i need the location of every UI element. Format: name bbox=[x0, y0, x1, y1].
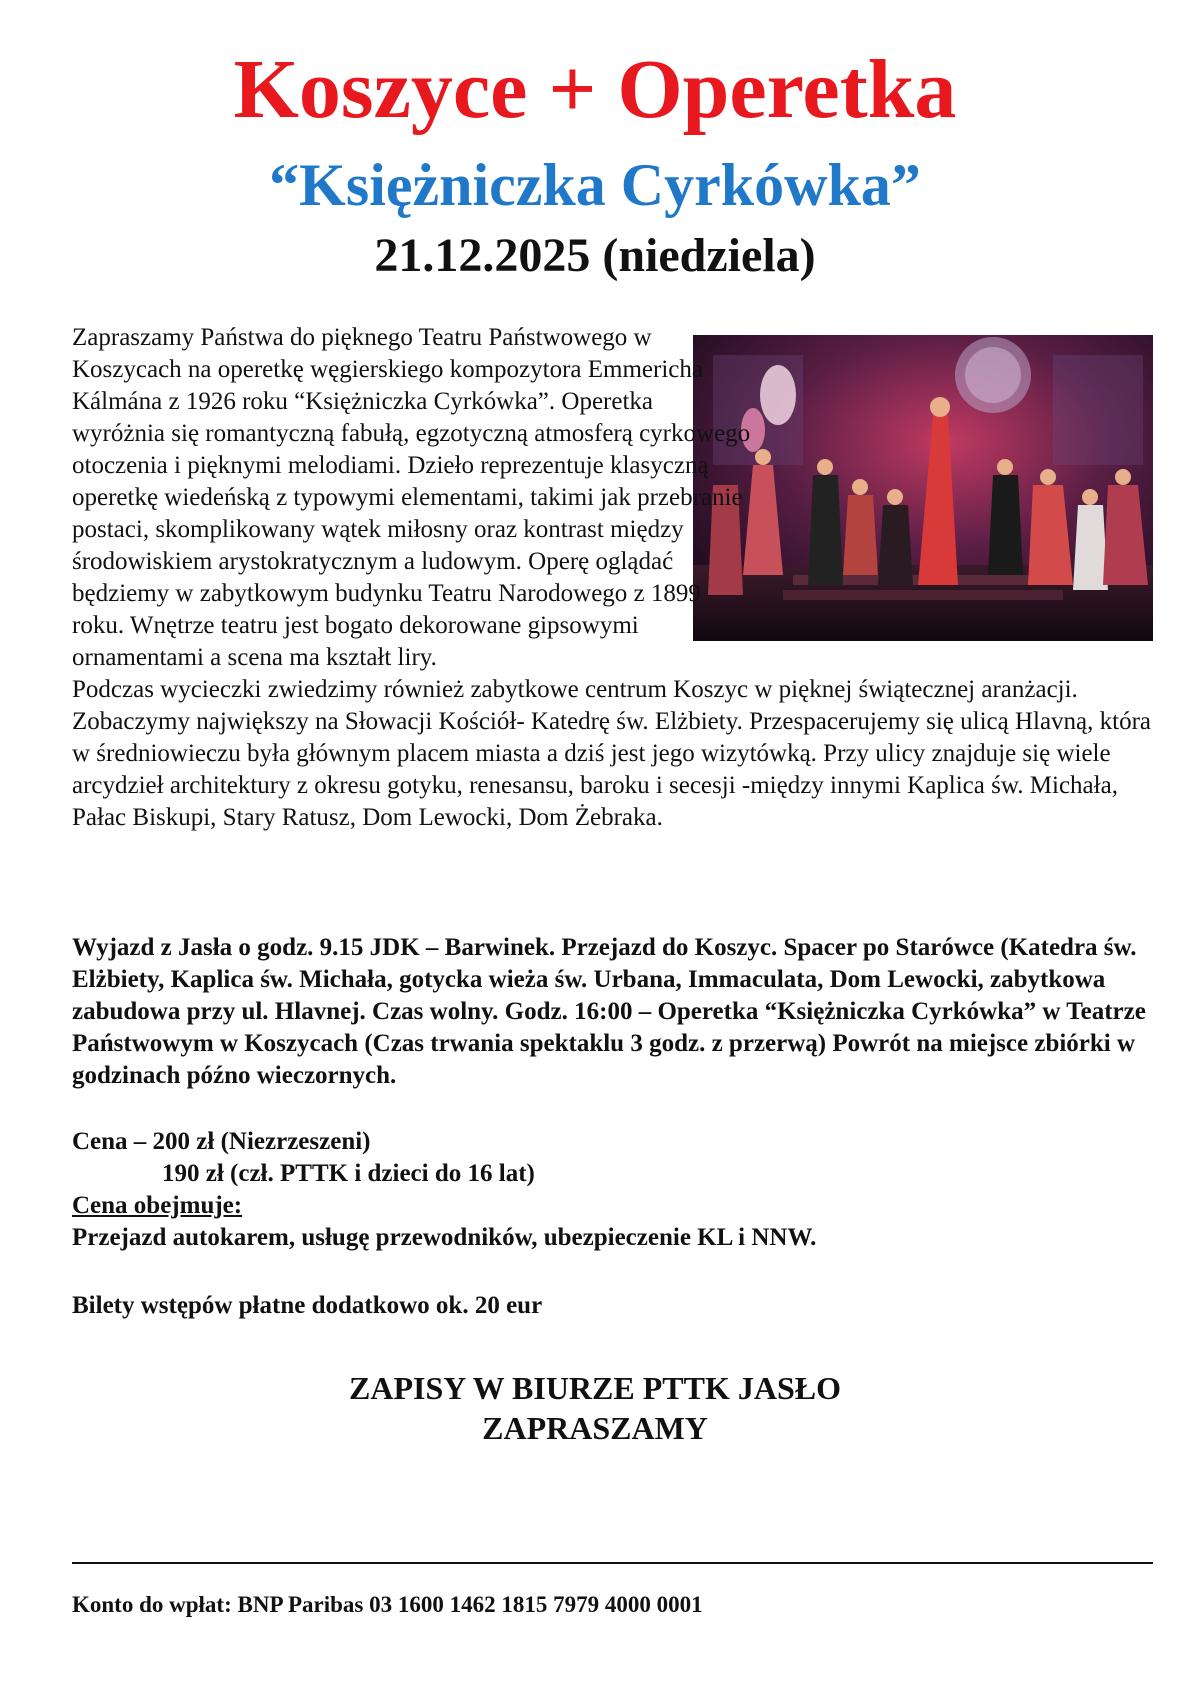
price-includes-heading: Cena obejmuje: bbox=[72, 1192, 243, 1219]
invitation-callout: ZAPRASZAMY bbox=[482, 1410, 708, 1446]
tickets-extra-note: Bilety wstępów płatne dodatkowo ok. 20 eur bbox=[72, 1292, 543, 1319]
tour-paragraph: Podczas wycieczki zwiedzimy również zabytkowe centrum Koszyc w pięknej świątecznej aranżacji. Zobaczymy największy na Słowacji Kościół- Katedrę św. Elżbiety. Przespacerujemy się ulicą Hlavną, która w średniowieczu była głównym placem miasta a dziś jest jego wizytówką. Przy ulicy znajduje się wiele arcydzieł architektury z okresu gotyku, renesansu, baroku i secesji -między innymi Kaplica św. Michała, Pałac Biskupi, Stary Ratusz, Dom Lewocki, Dom Żebraka. bbox=[72, 676, 1152, 831]
intro-paragraph: Zapraszamy Państwa do pięknego Teatru Państwowego w Koszycach na operetkę węgierskiego kompozytora Emmericha Kálmána z 1926 roku “Księżniczka Cyrkówka”. Operetka wyróżnia się romantyczną fabułą, egzotyczną atmosferą cyrkowego otoczenia i pięknymi melodiami. Dzieło reprezentuje klasyczną operetkę wiedeńską z typowymi elementami, takimi jak przebranie postaci, skomplikowany wątek miłosny oraz kontrast między środowiskiem arystokratycznym a ludowym. Operę oglądać będziemy w zabytkowym budynku Teatru Narodowego z 1899 roku. Wnętrze teatru jest bogato dekorowane gipsowymi ornamentami a scena ma kształt liry. bbox=[72, 324, 751, 671]
itinerary-text: Wyjazd z Jasła o godz. 9.15 JDK – Barwinek. Przejazd do Koszyc. Spacer po Starówce (Katedra św. Elżbiety, Kaplica św. Michała, gotycka wieża św. Urbana, Immaculata, Dom Lewocki, zabytkowa zabudowa przy ul. Hlavnej. Czas wolny. Godz. 16:00 – Operetka “Księżniczka Cyrkówka” w Teatrze Państwowym w Koszycach (Czas trwania spektaklu 3 godz. z przerwą) Powrót na miejsce zbiórki w godzinach późno wieczornych. bbox=[72, 934, 1146, 1089]
signup-callout: ZAPISY W BIURZE PTTK JASŁO bbox=[349, 1370, 841, 1406]
operetta-title: “Księżniczka Cyrkówka” bbox=[269, 152, 921, 218]
event-date: 21.12.2025 (niedziela) bbox=[374, 229, 816, 282]
page-title: Koszyce + Operetka bbox=[233, 43, 957, 136]
photo-spacer bbox=[752, 322, 1157, 640]
price-includes-text: Przejazd autokarem, usługę przewodników, ubezpieczenie KL i NNW. bbox=[72, 1224, 817, 1251]
price-standard: Cena – 200 zł (Niezrzeszeni) bbox=[72, 1128, 371, 1155]
footer-divider bbox=[72, 1562, 1153, 1564]
price-reduced: 190 zł (czł. PTTK i dzieci do 16 lat) bbox=[162, 1160, 535, 1187]
intro-text bbox=[72, 322, 1157, 834]
bank-account: Konto do wpłat: BNP Paribas 03 1600 1462 1815 7979 4000 0001 bbox=[72, 1592, 703, 1617]
